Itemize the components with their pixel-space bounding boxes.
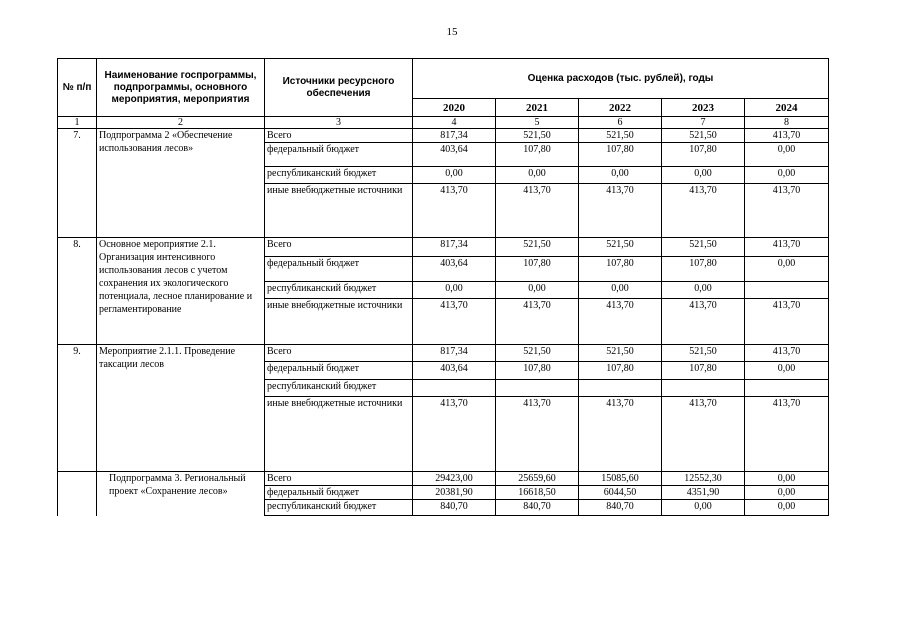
funding-source: федеральный бюджет bbox=[265, 143, 413, 167]
funding-source: иные внебюджетные источники bbox=[265, 184, 413, 238]
value-cell: 521,50 bbox=[496, 129, 579, 143]
value-cell: 29423,00 bbox=[413, 472, 496, 486]
column-number: 1 bbox=[58, 117, 97, 129]
value-cell: 413,70 bbox=[496, 299, 579, 345]
value-cell bbox=[662, 380, 745, 397]
value-cell: 4351,90 bbox=[662, 486, 745, 500]
value-cell: 840,70 bbox=[413, 500, 496, 516]
value-cell: 0,00 bbox=[413, 282, 496, 299]
value-cell: 817,34 bbox=[413, 345, 496, 362]
page-number: 15 bbox=[446, 26, 458, 38]
header-number: № п/п bbox=[58, 59, 97, 117]
value-cell: 413,70 bbox=[496, 397, 579, 472]
value-cell: 521,50 bbox=[662, 238, 745, 257]
value-cell: 0,00 bbox=[745, 167, 829, 184]
funding-source: федеральный бюджет bbox=[265, 486, 413, 500]
header-year: 2022 bbox=[579, 99, 662, 117]
funding-source: иные внебюджетные источники bbox=[265, 397, 413, 472]
value-cell: 403,64 bbox=[413, 257, 496, 282]
value-cell: 521,50 bbox=[579, 129, 662, 143]
program-name: Мероприятие 2.1.1. Проведение таксации лесов bbox=[97, 345, 265, 472]
table-row bbox=[58, 129, 829, 143]
value-cell bbox=[413, 380, 496, 397]
header-source: Источники ресурсного обеспечения bbox=[265, 59, 413, 117]
value-cell: 107,80 bbox=[579, 362, 662, 380]
value-cell bbox=[496, 380, 579, 397]
funding-source: Всего bbox=[265, 472, 413, 486]
value-cell: 413,70 bbox=[662, 299, 745, 345]
value-cell: 0,00 bbox=[579, 282, 662, 299]
value-cell: 413,70 bbox=[579, 184, 662, 238]
value-cell: 413,70 bbox=[413, 184, 496, 238]
value-cell: 20381,90 bbox=[413, 486, 496, 500]
value-cell: 0,00 bbox=[745, 500, 829, 516]
header-year: 2021 bbox=[496, 99, 579, 117]
row-index: 7. bbox=[58, 129, 97, 238]
value-cell: 107,80 bbox=[662, 143, 745, 167]
column-number: 4 bbox=[413, 117, 496, 129]
row-index: 8. bbox=[58, 238, 97, 345]
column-number: 6 bbox=[579, 117, 662, 129]
value-cell: 521,50 bbox=[662, 345, 745, 362]
funding-source: Всего bbox=[265, 345, 413, 362]
value-cell: 107,80 bbox=[579, 257, 662, 282]
value-cell: 0,00 bbox=[662, 500, 745, 516]
header-estimate: Оценка расходов (тыс. рублей), годы bbox=[413, 59, 829, 99]
value-cell: 413,70 bbox=[745, 129, 829, 143]
value-cell: 521,50 bbox=[579, 238, 662, 257]
value-cell: 413,70 bbox=[745, 299, 829, 345]
value-cell: 521,50 bbox=[496, 238, 579, 257]
value-cell: 6044,50 bbox=[579, 486, 662, 500]
header-year: 2020 bbox=[413, 99, 496, 117]
value-cell: 16618,50 bbox=[496, 486, 579, 500]
program-name: Основное мероприятие 2.1. Организация интенсивного использования лесов с учетом сохранения их экологического потенциала, лесное планирование и регламентирование bbox=[97, 238, 265, 345]
value-cell: 0,00 bbox=[745, 486, 829, 500]
value-cell: 403,64 bbox=[413, 143, 496, 167]
program-name: Подпрограмма 3. Региональный проект «Сохранение лесов» bbox=[97, 472, 265, 516]
value-cell: 413,70 bbox=[662, 397, 745, 472]
funding-source: республиканский бюджет bbox=[265, 167, 413, 184]
header-year: 2024 bbox=[745, 99, 829, 117]
value-cell: 107,80 bbox=[496, 257, 579, 282]
column-number: 2 bbox=[97, 117, 265, 129]
value-cell: 413,70 bbox=[745, 345, 829, 362]
table-row bbox=[58, 472, 829, 486]
value-cell bbox=[745, 380, 829, 397]
value-cell: 0,00 bbox=[496, 282, 579, 299]
value-cell: 413,70 bbox=[579, 397, 662, 472]
funding-source: иные внебюджетные источники bbox=[265, 299, 413, 345]
funding-source: федеральный бюджет bbox=[265, 362, 413, 380]
value-cell: 107,80 bbox=[579, 143, 662, 167]
table-row bbox=[58, 238, 829, 257]
value-cell: 521,50 bbox=[579, 345, 662, 362]
column-number: 3 bbox=[265, 117, 413, 129]
header-year: 2023 bbox=[662, 99, 745, 117]
table-header bbox=[58, 59, 829, 117]
value-cell: 107,80 bbox=[662, 362, 745, 380]
row-index: 9. bbox=[58, 345, 97, 472]
value-cell: 413,70 bbox=[745, 184, 829, 238]
value-cell: 817,34 bbox=[413, 129, 496, 143]
value-cell: 0,00 bbox=[496, 167, 579, 184]
budget-table bbox=[57, 58, 829, 516]
funding-source: Всего bbox=[265, 129, 413, 143]
column-numbers-row bbox=[58, 117, 829, 129]
value-cell: 413,70 bbox=[413, 397, 496, 472]
funding-source: республиканский бюджет bbox=[265, 500, 413, 516]
value-cell: 12552,30 bbox=[662, 472, 745, 486]
column-number: 8 bbox=[745, 117, 829, 129]
value-cell: 0,00 bbox=[413, 167, 496, 184]
funding-source: федеральный бюджет bbox=[265, 257, 413, 282]
value-cell: 107,80 bbox=[496, 143, 579, 167]
value-cell: 521,50 bbox=[496, 345, 579, 362]
value-cell: 521,50 bbox=[662, 129, 745, 143]
value-cell: 0,00 bbox=[745, 257, 829, 282]
value-cell: 840,70 bbox=[496, 500, 579, 516]
value-cell: 0,00 bbox=[662, 282, 745, 299]
value-cell: 0,00 bbox=[662, 167, 745, 184]
value-cell: 413,70 bbox=[579, 299, 662, 345]
value-cell: 413,70 bbox=[662, 184, 745, 238]
value-cell: 107,80 bbox=[496, 362, 579, 380]
value-cell: 403,64 bbox=[413, 362, 496, 380]
value-cell bbox=[579, 380, 662, 397]
value-cell: 0,00 bbox=[745, 362, 829, 380]
value-cell: 0,00 bbox=[745, 143, 829, 167]
value-cell: 0,00 bbox=[579, 167, 662, 184]
value-cell: 15085,60 bbox=[579, 472, 662, 486]
header-name: Наименование госпрограммы, подпрограммы, основного мероприятия, мероприятия bbox=[97, 59, 265, 117]
value-cell: 25659,60 bbox=[496, 472, 579, 486]
value-cell: 107,80 bbox=[662, 257, 745, 282]
program-name: Подпрограмма 2 «Обеспечение использования лесов» bbox=[97, 129, 265, 238]
funding-source: республиканский бюджет bbox=[265, 380, 413, 397]
value-cell: 413,70 bbox=[745, 397, 829, 472]
row-index bbox=[58, 472, 97, 516]
funding-source: республиканский бюджет bbox=[265, 282, 413, 299]
column-number: 5 bbox=[496, 117, 579, 129]
value-cell: 413,70 bbox=[413, 299, 496, 345]
value-cell: 0,00 bbox=[745, 472, 829, 486]
value-cell: 413,70 bbox=[745, 238, 829, 257]
value-cell: 817,34 bbox=[413, 238, 496, 257]
value-cell: 413,70 bbox=[496, 184, 579, 238]
table-row bbox=[58, 345, 829, 362]
column-number: 7 bbox=[662, 117, 745, 129]
value-cell bbox=[745, 282, 829, 299]
funding-source: Всего bbox=[265, 238, 413, 257]
value-cell: 840,70 bbox=[579, 500, 662, 516]
